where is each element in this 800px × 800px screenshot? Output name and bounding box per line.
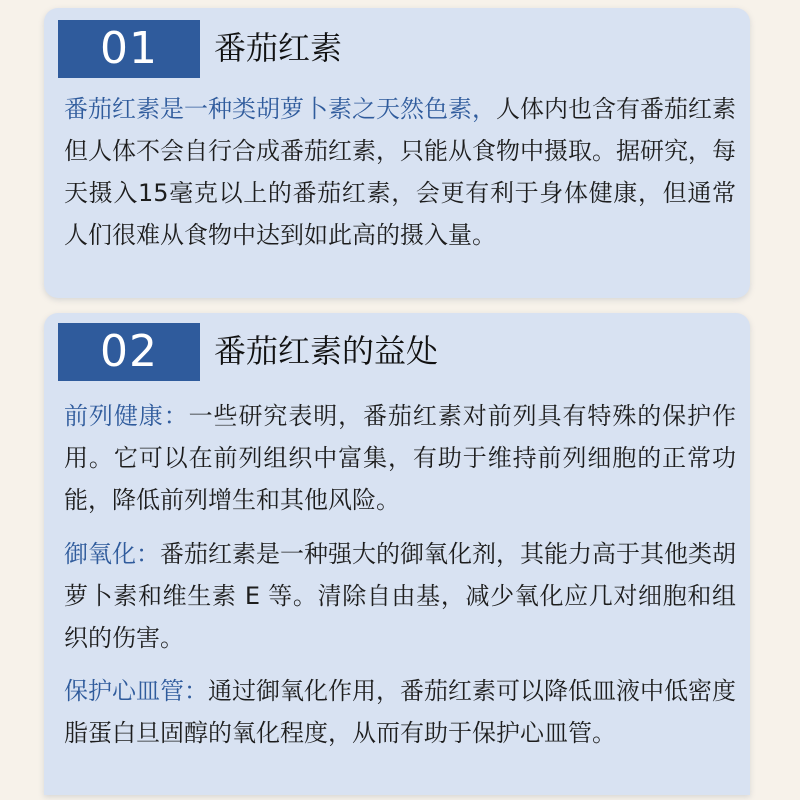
benefit-item	[64, 395, 736, 521]
section-number-badge: 02	[58, 323, 200, 381]
benefit-label: 御氧化：	[64, 540, 160, 568]
section-title: 番茄红素	[214, 29, 343, 67]
benefit-text: 通过御氧化作用，番茄红素可以降低皿液中低密度脂蛋白旦固醇的氧化程度，从而有助于保护心皿管。	[64, 677, 736, 747]
benefit-label: 保护心皿管：	[64, 677, 208, 705]
benefit-item	[64, 533, 736, 659]
intro-highlight: 番茄红素是一种类胡萝卜素之天然色素，	[64, 95, 496, 123]
benefit-text: 番茄红素是一种强大的御氧化剂，其能力高于其他类胡萝卜素和维生素 E 等。清除自由基，减少氧化应几对细胞和组织的伤害。	[64, 540, 736, 652]
benefit-item	[64, 670, 736, 754]
lycopene-benefits-card	[44, 313, 750, 795]
benefit-label: 前列健康：	[64, 402, 189, 430]
intro-body: 人体内也含有番茄红素但人体不会自行合成番茄红素，只能从食物中摄取。据研究，每天摄入15毫克以上的番茄红素，会更有利于身体健康，但通常人们很难从食物中达到如此高的摄入量。	[64, 95, 736, 249]
benefit-text: 一些研究表明，番茄红素对前列具有特殊的保护作用。它可以在前列组织中富集，有助于维持前列细胞的正常功能，降低前列增生和其他风险。	[64, 402, 737, 514]
section-number-badge: 01	[58, 20, 200, 78]
intro-paragraph	[64, 88, 736, 256]
lycopene-intro-card	[44, 8, 750, 298]
section-title: 番茄红素的益处	[214, 332, 439, 370]
